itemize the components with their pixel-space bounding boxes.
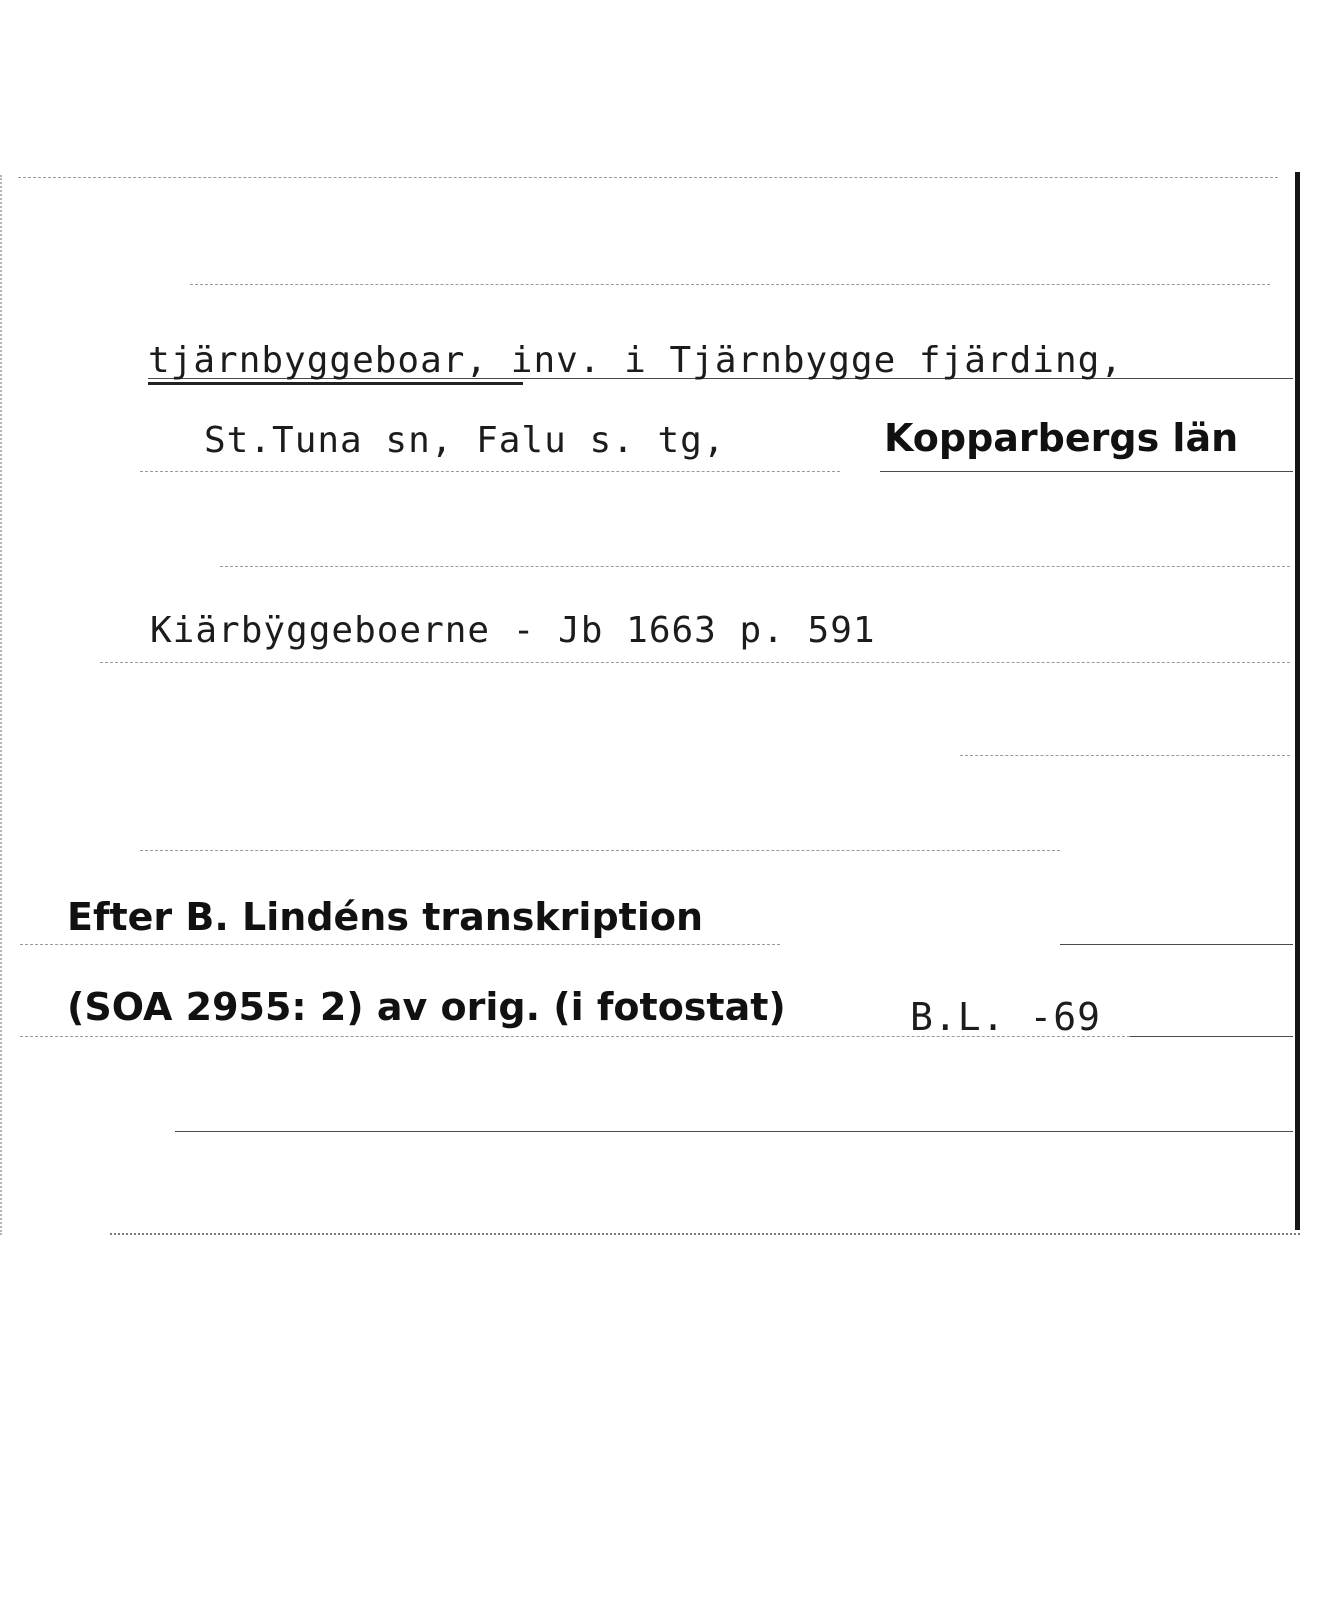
ruled-line — [20, 944, 780, 945]
ruled-line — [18, 177, 1278, 178]
ruled-line — [880, 471, 1293, 472]
ruled-line — [100, 662, 1290, 663]
ruled-line — [140, 471, 840, 472]
ruled-line — [175, 1131, 1293, 1132]
card-bottom-edge — [110, 1233, 1300, 1235]
archive-reference: (SOA 2955: 2) av orig. (i fotostat) — [67, 985, 786, 1029]
heading-underline — [148, 382, 523, 385]
initials-text: B.L. -69 — [910, 995, 1102, 1039]
ruled-line — [190, 284, 1270, 285]
card-left-edge — [0, 175, 6, 1235]
county-text: Kopparbergs län — [884, 416, 1239, 460]
ruled-line — [220, 566, 1290, 567]
ruled-line — [1060, 944, 1293, 945]
card-right-border — [1295, 172, 1300, 1230]
ruled-line — [960, 755, 1290, 756]
ruled-line — [140, 850, 1060, 851]
source-line: Kiärbÿggeboerne - Jb 1663 p. 591 — [150, 610, 876, 651]
ruled-line — [1130, 1036, 1293, 1037]
card-heading: tjärnbyggeboar, inv. i Tjärnbygge fjärding, — [148, 340, 1123, 381]
location-text: St.Tuna sn, Falu s. tg, — [204, 420, 726, 461]
transcription-note: Efter B. Lindéns transkription — [67, 895, 703, 939]
